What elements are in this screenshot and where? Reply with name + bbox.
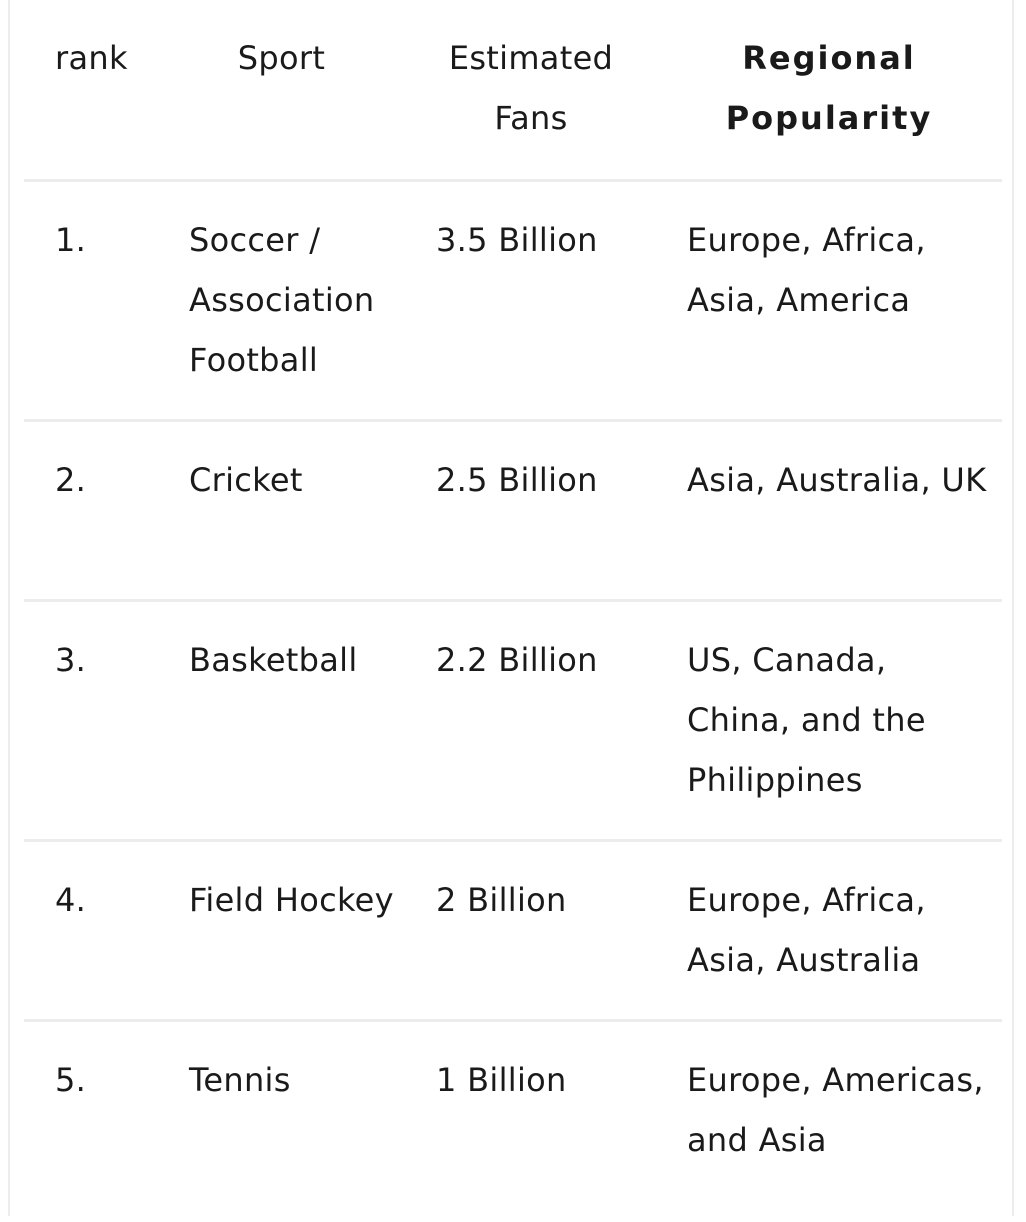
rank-cell: 2. xyxy=(55,461,87,499)
rank-cell: 3. xyxy=(55,641,87,679)
sport-cell: Soccer / Association Football xyxy=(189,221,375,379)
table-header-row xyxy=(24,0,1002,182)
header-regional-popularity: Regional Popularity xyxy=(725,39,933,137)
header-sport: Sport xyxy=(237,39,326,77)
table-row xyxy=(24,1022,1002,1222)
rank-cell: 5. xyxy=(55,1061,87,1099)
region-cell: US, Canada, China, and the Philippines xyxy=(687,641,926,799)
sport-cell: Field Hockey xyxy=(189,881,394,919)
table-row xyxy=(24,182,1002,422)
sport-cell: Basketball xyxy=(189,641,358,679)
table-row xyxy=(24,842,1002,1022)
fans-cell: 2.2 Billion xyxy=(436,641,598,679)
region-cell: Europe, Africa, Asia, America xyxy=(687,221,926,319)
sport-cell: Cricket xyxy=(189,461,303,499)
rank-cell: 4. xyxy=(55,881,87,919)
rank-cell: 1. xyxy=(55,221,87,259)
fans-cell: 2.5 Billion xyxy=(436,461,598,499)
sports-fans-table xyxy=(24,0,1002,1222)
fans-cell: 1 Billion xyxy=(436,1061,567,1099)
fans-cell: 3.5 Billion xyxy=(436,221,598,259)
fans-cell: 2 Billion xyxy=(436,881,567,919)
header-estimated-fans: Estimated Fans xyxy=(448,39,614,137)
table-row xyxy=(24,422,1002,602)
header-rank: rank xyxy=(55,39,128,77)
sport-cell: Tennis xyxy=(189,1061,291,1099)
table-row xyxy=(24,602,1002,842)
region-cell: Europe, Africa, Asia, Australia xyxy=(687,881,926,979)
region-cell: Europe, Americas, and Asia xyxy=(687,1061,984,1159)
region-cell: Asia, Australia, UK xyxy=(687,461,987,499)
